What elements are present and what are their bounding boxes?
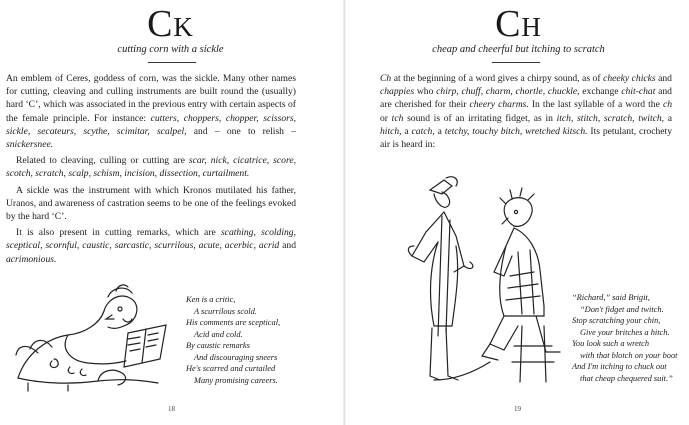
- poem-line: And discouraging sneers: [194, 352, 278, 362]
- poem-line: Ken is a critic,: [186, 295, 236, 304]
- poem-line: Stop scratching your chin,: [572, 316, 661, 325]
- left-body-text: [6, 72, 296, 269]
- poem-line: His comments are sceptical,: [186, 318, 281, 327]
- poem-line: Give your britches a hitch.: [580, 327, 670, 337]
- book-gutter: [343, 0, 346, 425]
- critic-reading-illustration: [8, 283, 178, 393]
- left-divider: [148, 62, 196, 63]
- poem-line: By caustic remarks: [186, 341, 250, 350]
- left-heading: CK: [147, 3, 194, 45]
- left-page: [0, 0, 341, 425]
- poem-line: He's scarred and curtailed: [186, 364, 276, 373]
- poem-line: A scurrilous scold.: [194, 306, 257, 316]
- poem-line: “Richard,” said Brigit,: [572, 293, 650, 302]
- right-page: [348, 0, 689, 425]
- poem-line: Many promising careers.: [194, 375, 278, 385]
- right-heading: CH: [495, 3, 542, 45]
- poem-line: And I'm itching to chuck out: [572, 362, 667, 371]
- right-page-number: 19: [514, 405, 521, 413]
- left-poem: [186, 294, 280, 386]
- poem-line: “Don't fidget and twitch.: [580, 304, 664, 314]
- poem-line: that cheap chequered suit.”: [580, 373, 673, 383]
- right-poem: [572, 292, 677, 384]
- brigit-and-richard-illustration: [394, 176, 584, 391]
- poem-line: with that blotch on your boot: [580, 350, 678, 360]
- body-paragraph: Related to cleaving, culling or cutting are scar, nick, cicatrice, score, scotch, scratch, scalp, schism, incision, dissection, curtailment.: [6, 155, 296, 180]
- left-page-number: 18: [168, 405, 175, 413]
- body-paragraph: An emblem of Ceres, goddess of corn, was the sickle. Many other names for cutting, cleaving and culling instruments are built round the (usually) hard ‘C’, which was associated in the previous entry with certain aspects of the female principle. For instance: cutters, choppers, chopper, scissors, sickle, secateurs, scythe, scimitar, scalpel, and – one to relish – snickersnee.: [6, 73, 297, 151]
- poem-line: You look such a wretch: [572, 339, 650, 348]
- body-paragraph: A sickle was the instrument with which Kronos mutilated his father, Uranos, and awareness of castration seems to be one of the feelings evoked by the hard ‘C’.: [6, 184, 296, 223]
- poem-line: Acid and cold.: [194, 329, 243, 339]
- right-body-text: [380, 72, 672, 154]
- body-paragraph: Ch at the beginning of a word gives a chirpy sound, as of cheeky chicks and chappies who chirp, chuff, charm, chortle, chuckle, exchange chit-chat and are cherished for their cheery charms. In the last syllable of a word the ch or tch sound is of an irritating fidget, as in itch, stitch, scratch, twitch, a hitch, a catch, a tetchy, touchy bitch, wretched kitsch. Its petulant, crochety air is heard in:: [380, 73, 673, 151]
- left-subtitle: cutting corn with a sickle: [117, 44, 224, 55]
- right-divider: [492, 62, 540, 63]
- right-subtitle: cheap and cheerful but itching to scratch: [432, 44, 605, 55]
- body-paragraph: It is also present in cutting remarks, which are scathing, scolding, sceptical, scornful, caustic, sarcastic, scurrilous, acute, acerbic, acrid and acrimonious.: [6, 227, 296, 265]
